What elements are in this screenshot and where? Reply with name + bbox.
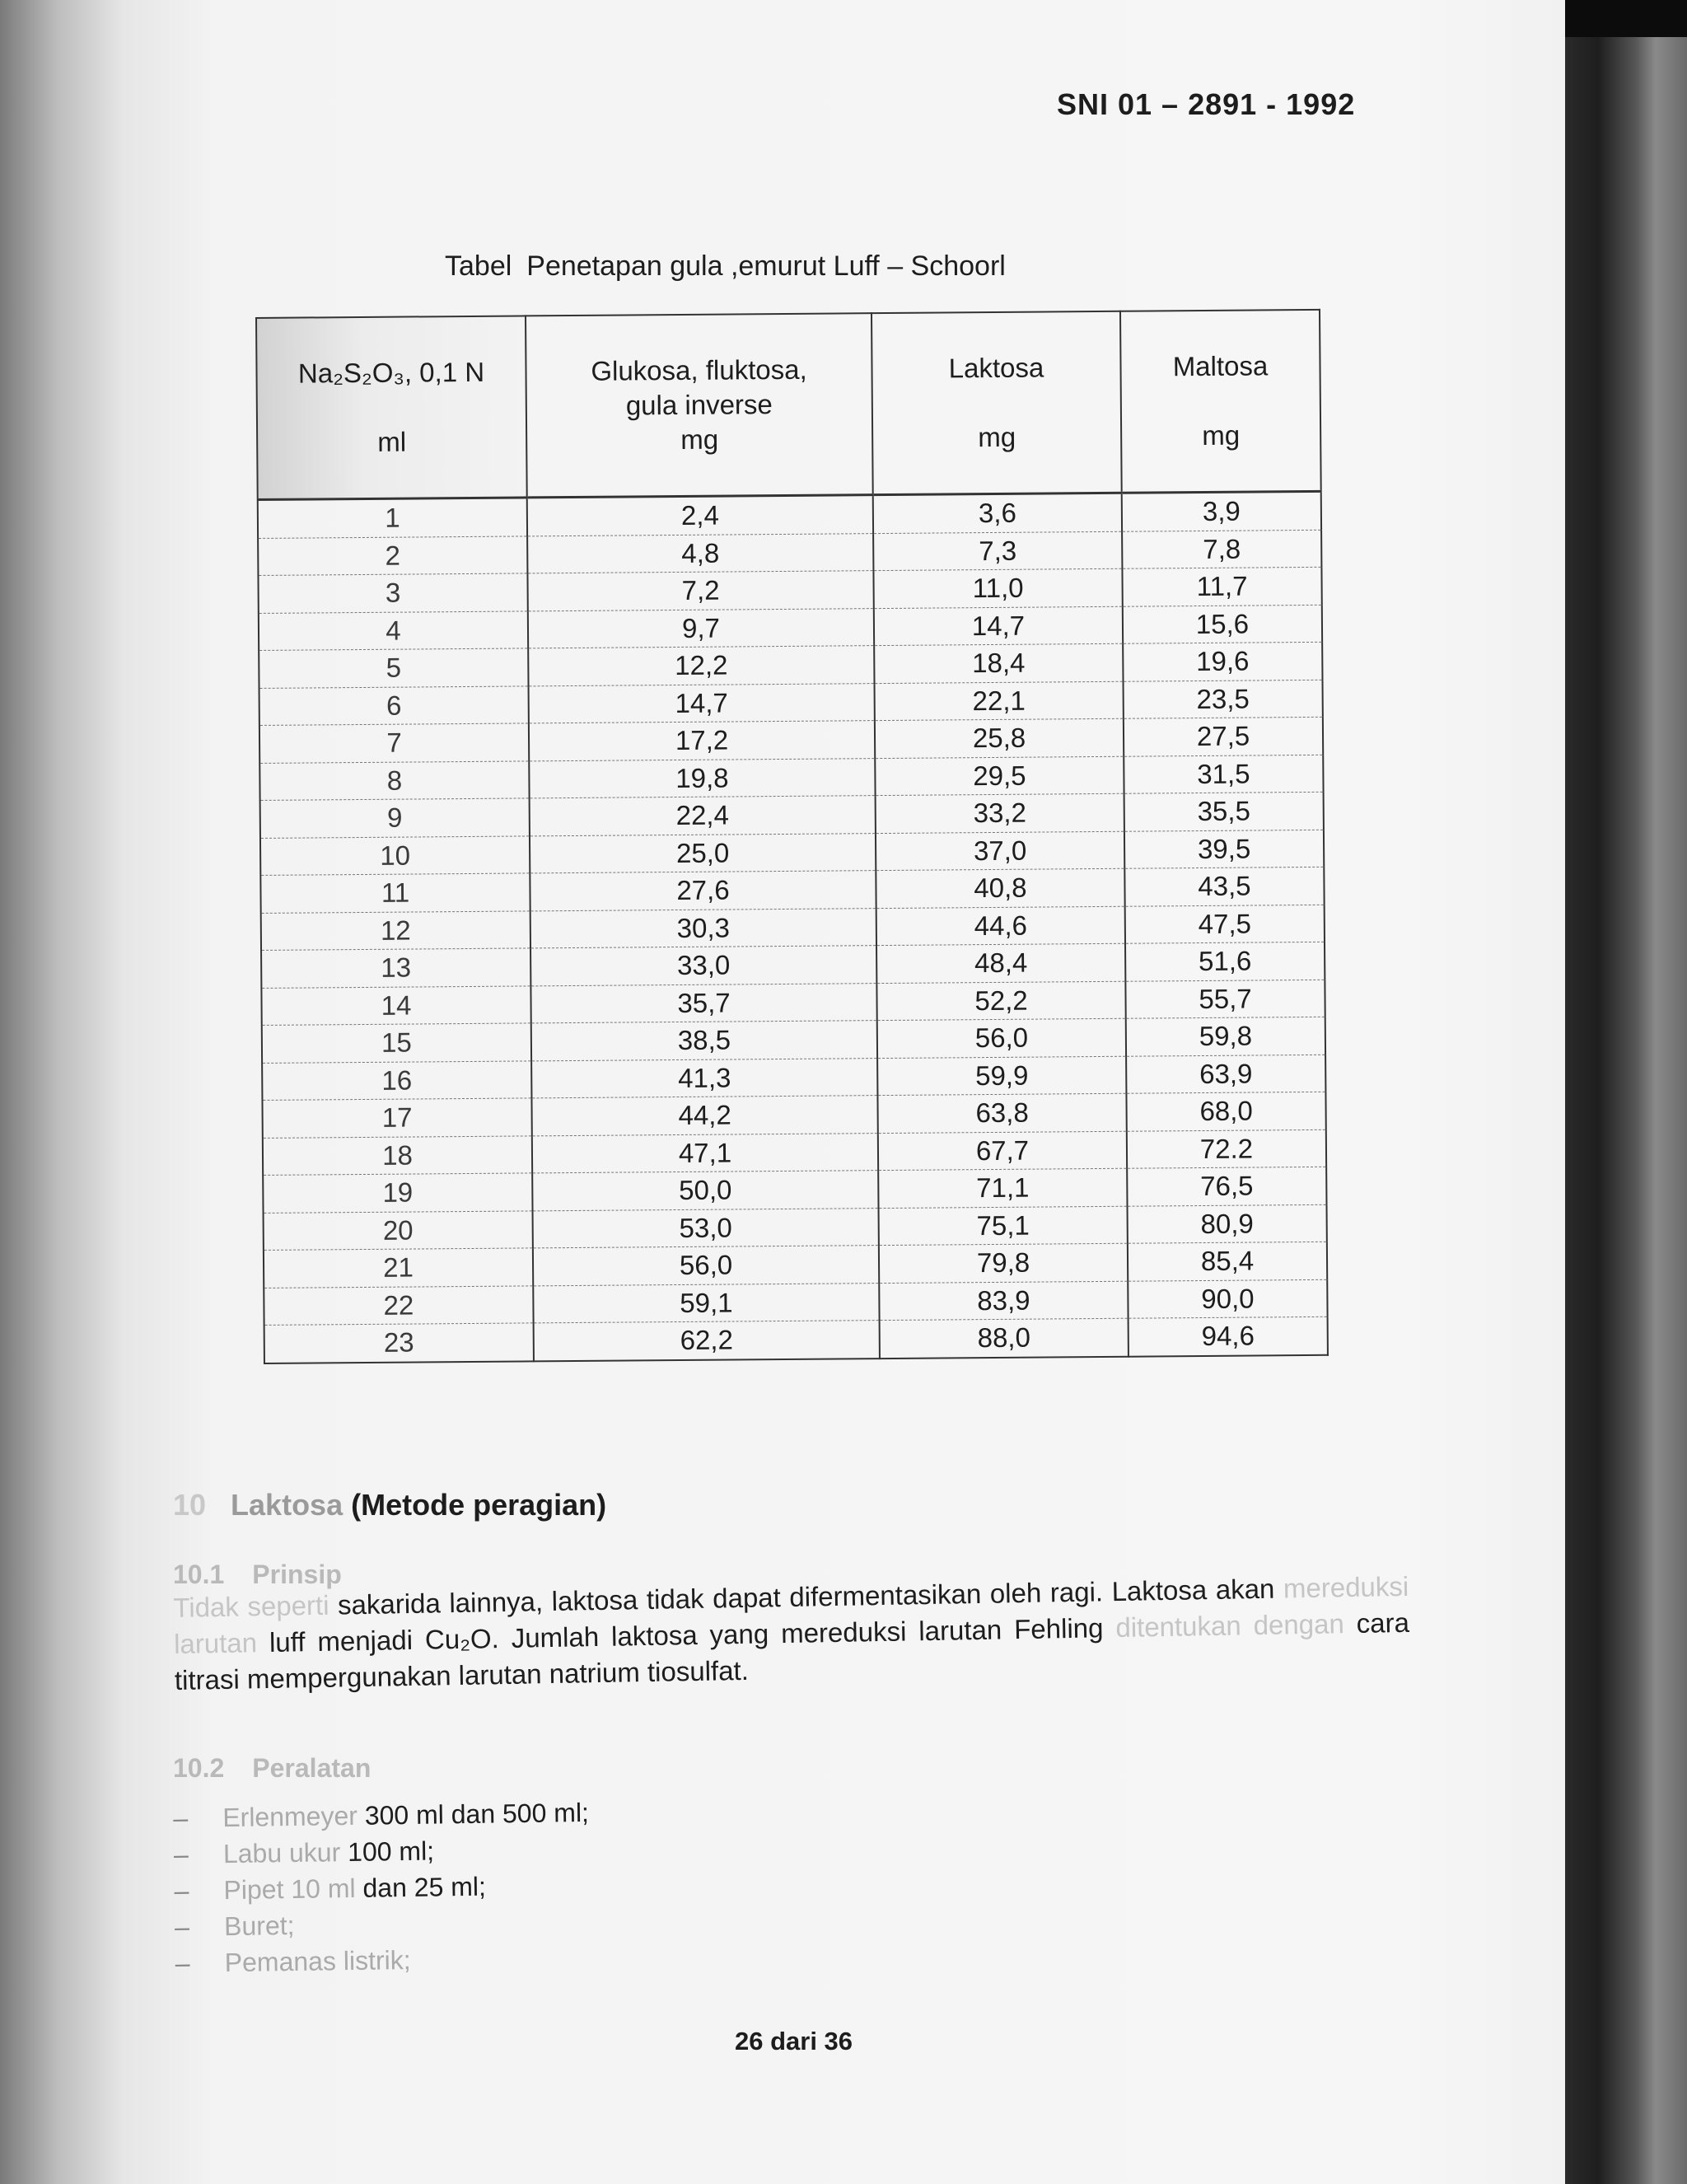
- cell-laktosa: 3,6: [873, 493, 1122, 533]
- cell-laktosa: 7,3: [873, 531, 1122, 571]
- scan-corner: [1565, 0, 1687, 37]
- cell-na2s2o3: 21: [264, 1248, 533, 1288]
- header-na2s2o3-label: Na₂S₂O₃, 0,1 N: [297, 356, 485, 389]
- cell-na2s2o3: 7: [259, 723, 529, 763]
- equipment-number: 10.2: [173, 1753, 225, 1783]
- cell-glukosa: 56,0: [533, 1246, 879, 1286]
- cell-glukosa: 33,0: [530, 946, 876, 986]
- subsection-principle: [173, 1560, 342, 1590]
- cell-glukosa: 44,2: [531, 1096, 877, 1136]
- header-maltosa-unit: mg: [1202, 419, 1241, 451]
- cell-na2s2o3: 20: [264, 1210, 533, 1250]
- table-caption: [445, 250, 1021, 283]
- equipment-item-faded: Labu ukur: [222, 1837, 341, 1869]
- section-title-faded: Laktosa: [231, 1488, 343, 1522]
- cell-laktosa: 29,5: [875, 756, 1124, 796]
- principle-text-2: luff menjadi Cu₂O. Jumlah laktosa yang mereduksi larutan Fehling: [269, 1612, 1104, 1658]
- table-header-row: [256, 310, 1321, 500]
- cell-laktosa: 37,0: [876, 831, 1124, 871]
- cell-laktosa: 75,1: [879, 1206, 1128, 1246]
- cell-glukosa: 2,4: [527, 495, 873, 536]
- equipment-item-faded: Pipet 10 ml: [223, 1873, 356, 1906]
- cell-maltosa: 63,9: [1126, 1055, 1325, 1093]
- cell-na2s2o3: 1: [258, 498, 527, 538]
- cell-na2s2o3: 17: [262, 1098, 531, 1138]
- cell-laktosa: 18,4: [874, 643, 1123, 683]
- cell-laktosa: 79,8: [879, 1243, 1128, 1283]
- principle-text-3: cara titrasi mempergunakan larutan natrium tiosulfat.: [174, 1606, 1410, 1695]
- header-laktosa-label: Laktosa: [948, 352, 1044, 384]
- cell-laktosa: 63,8: [877, 1093, 1126, 1133]
- cell-na2s2o3: 18: [263, 1135, 532, 1175]
- cell-maltosa: 68,0: [1126, 1092, 1325, 1130]
- table-caption-label: Tabel: [445, 250, 512, 282]
- cell-laktosa: 40,8: [876, 868, 1124, 908]
- cell-na2s2o3: 11: [260, 873, 530, 913]
- section-title-rest: (Metode peragian): [351, 1488, 607, 1522]
- header-na2s2o3: [256, 316, 527, 499]
- equipment-item: – Erlenmeyer 300 ml dan 500 ml;: [173, 1794, 589, 1836]
- equipment-item-faded: Erlenmeyer: [222, 1800, 358, 1833]
- section-title: [173, 1488, 606, 1522]
- principle-heading: Prinsip: [252, 1560, 342, 1589]
- cell-glukosa: 4,8: [527, 533, 873, 573]
- cell-maltosa: 80,9: [1128, 1204, 1327, 1243]
- cell-maltosa: 72.2: [1127, 1129, 1326, 1168]
- cell-glukosa: 53,0: [533, 1208, 879, 1248]
- cell-maltosa: 43,5: [1124, 867, 1324, 905]
- subsection-equipment: [173, 1753, 371, 1784]
- cell-laktosa: 25,8: [875, 718, 1124, 758]
- cell-glukosa: 7,2: [527, 571, 873, 611]
- cell-laktosa: 88,0: [880, 1318, 1129, 1358]
- principle-number: 10.1: [173, 1560, 225, 1589]
- cell-laktosa: 48,4: [876, 943, 1125, 983]
- table-caption-title: Penetapan gula ,emurut Luff – Schoorl: [526, 250, 1006, 282]
- table-row: [264, 1316, 1328, 1363]
- cell-laktosa: 11,0: [873, 568, 1122, 608]
- principle-text-faded-2: mereduksi larutan: [173, 1570, 1409, 1659]
- cell-maltosa: 39,5: [1124, 830, 1324, 868]
- cell-laktosa: 33,2: [876, 793, 1124, 833]
- cell-glukosa: 35,7: [530, 983, 876, 1023]
- cell-maltosa: 35,5: [1124, 792, 1324, 830]
- cell-na2s2o3: 4: [259, 610, 528, 650]
- table-body: [258, 491, 1328, 1363]
- equipment-item: – Buret;: [175, 1903, 591, 1945]
- cell-na2s2o3: 2: [258, 535, 527, 575]
- cell-glukosa: 25,0: [530, 833, 876, 873]
- equipment-item-text: dan 25 ml;: [362, 1871, 487, 1903]
- cell-laktosa: 83,9: [879, 1281, 1128, 1321]
- cell-maltosa: 85,4: [1128, 1242, 1327, 1280]
- cell-glukosa: 9,7: [528, 608, 874, 648]
- header-laktosa-unit: mg: [978, 421, 1016, 453]
- cell-na2s2o3: 15: [262, 1023, 531, 1063]
- cell-glukosa: 19,8: [529, 758, 875, 798]
- section-number: 10: [173, 1488, 207, 1522]
- equipment-list: [173, 1794, 591, 1981]
- cell-laktosa: 44,6: [876, 906, 1125, 946]
- header-na2s2o3-unit: ml: [377, 426, 407, 457]
- header-glukosa-unit: mg: [680, 423, 719, 455]
- header-glukosa-line1: Glukosa, fluktosa,: [591, 353, 807, 386]
- cell-na2s2o3: 16: [262, 1060, 531, 1100]
- cell-maltosa: 47,5: [1125, 905, 1325, 943]
- cell-maltosa: 55,7: [1125, 980, 1325, 1018]
- cell-maltosa: 94,6: [1129, 1316, 1328, 1356]
- principle-text-1: sakarida lainnya, laktosa tidak dapat difermentasikan oleh ragi. Laktosa akan: [337, 1573, 1275, 1620]
- cell-na2s2o3: 9: [260, 798, 530, 838]
- equipment-item-text: 300 ml dan 500 ml;: [364, 1797, 590, 1831]
- cell-maltosa: 31,5: [1124, 755, 1323, 793]
- equipment-item: – Labu ukur 100 ml;: [174, 1831, 590, 1873]
- cell-glukosa: 41,3: [531, 1058, 877, 1098]
- header-glukosa: [526, 313, 873, 498]
- cell-maltosa: 59,8: [1126, 1017, 1325, 1055]
- cell-laktosa: 52,2: [876, 981, 1125, 1021]
- cell-na2s2o3: 8: [259, 760, 529, 800]
- cell-glukosa: 27,6: [530, 871, 876, 911]
- principle-text-faded-1: Tidak seperti: [173, 1589, 329, 1623]
- equipment-item-faded: Buret;: [223, 1910, 295, 1942]
- cell-glukosa: 12,2: [528, 646, 874, 686]
- cell-na2s2o3: 12: [261, 910, 530, 950]
- cell-na2s2o3: 5: [259, 648, 528, 688]
- page-number: 26 dari 36: [735, 2027, 853, 2055]
- cell-na2s2o3: 3: [258, 573, 527, 613]
- cell-laktosa: 14,7: [874, 606, 1123, 646]
- cell-maltosa: 3,9: [1122, 491, 1321, 531]
- cell-glukosa: 47,1: [532, 1133, 878, 1173]
- cell-glukosa: 14,7: [529, 683, 875, 723]
- cell-glukosa: 30,3: [530, 908, 876, 948]
- cell-na2s2o3: 13: [261, 948, 530, 988]
- cell-na2s2o3: 19: [263, 1173, 532, 1213]
- cell-na2s2o3: 10: [260, 835, 530, 875]
- cell-maltosa: 23,5: [1124, 680, 1323, 718]
- cell-maltosa: 19,6: [1123, 642, 1322, 680]
- cell-na2s2o3: 22: [264, 1285, 533, 1325]
- cell-maltosa: 11,7: [1122, 567, 1321, 606]
- cell-maltosa: 76,5: [1127, 1167, 1326, 1205]
- cell-laktosa: 22,1: [875, 681, 1124, 721]
- cell-laktosa: 71,1: [878, 1168, 1127, 1208]
- header-maltosa: [1120, 310, 1321, 493]
- equipment-heading: Peralatan: [252, 1753, 372, 1783]
- header-maltosa-label: Maltosa: [1172, 350, 1269, 382]
- document-code: SNI 01 – 2891 - 1992: [1057, 87, 1356, 121]
- header-glukosa-line2: gula inverse: [625, 389, 773, 421]
- equipment-item-faded: Pemanas listrik;: [224, 1944, 411, 1978]
- cell-na2s2o3: 23: [264, 1323, 534, 1363]
- cell-glukosa: 22,4: [530, 796, 876, 836]
- cell-glukosa: 50,0: [532, 1171, 878, 1211]
- cell-na2s2o3: 14: [261, 985, 530, 1025]
- cell-maltosa: 27,5: [1124, 717, 1323, 755]
- cell-laktosa: 59,9: [877, 1056, 1126, 1096]
- equipment-item: – Pemanas listrik;: [175, 1939, 591, 1981]
- equipment-item-text: [301, 1907, 302, 1943]
- luff-schoorl-table: [255, 309, 1329, 1364]
- equipment-item-text: 100 ml;: [347, 1836, 435, 1868]
- cell-glukosa: 38,5: [531, 1021, 877, 1061]
- cell-na2s2o3: 6: [259, 685, 529, 725]
- cell-maltosa: 51,6: [1125, 942, 1325, 980]
- principle-text-faded-3: ditentukan dengan: [1115, 1608, 1345, 1644]
- equipment-item: – Pipet 10 ml dan 25 ml;: [174, 1867, 590, 1909]
- cell-laktosa: 56,0: [877, 1018, 1126, 1058]
- cell-laktosa: 67,7: [878, 1131, 1127, 1171]
- cell-maltosa: 90,0: [1128, 1279, 1327, 1318]
- principle-paragraph: [173, 1569, 1410, 1699]
- header-laktosa: [872, 311, 1122, 495]
- book-spine-shadow: [1565, 0, 1687, 2184]
- cell-glukosa: 17,2: [529, 721, 875, 761]
- cell-maltosa: 15,6: [1123, 605, 1322, 643]
- cell-glukosa: 62,2: [534, 1321, 880, 1361]
- cell-glukosa: 59,1: [533, 1283, 879, 1323]
- cell-maltosa: 7,8: [1122, 530, 1321, 568]
